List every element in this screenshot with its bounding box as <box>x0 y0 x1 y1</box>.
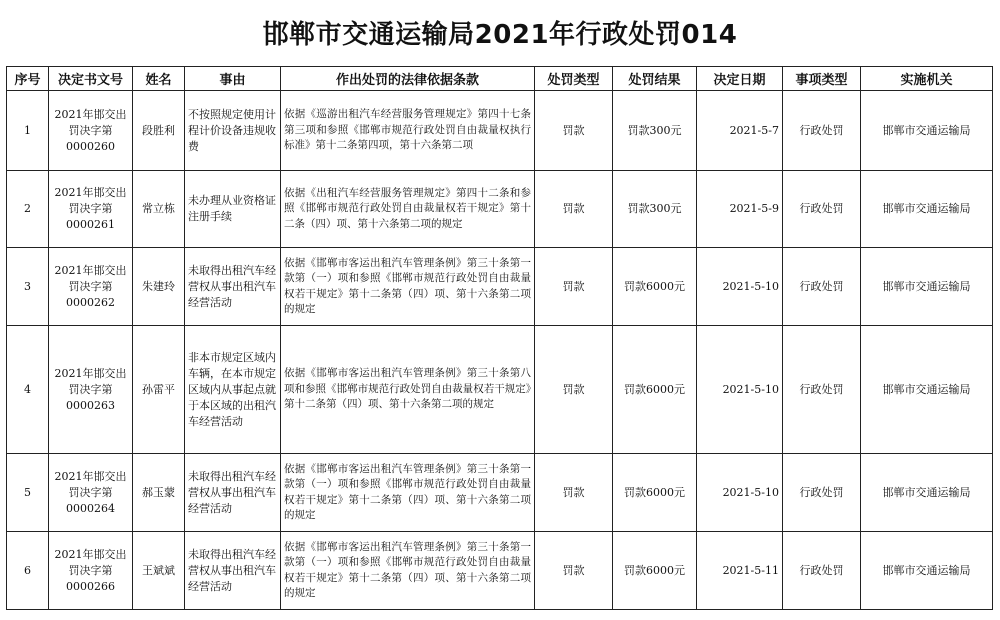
penalty-table <box>6 66 993 610</box>
header-item-type: 事项类型 <box>783 67 861 91</box>
cell-doc-no: 2021年邯交出罚决字第0000266 <box>49 532 133 610</box>
cell-penalty-type: 罚款 <box>535 91 613 171</box>
cell-doc-no: 2021年邯交出罚决字第0000261 <box>49 171 133 248</box>
cell-index: 3 <box>7 248 49 326</box>
header-date: 决定日期 <box>697 67 783 91</box>
table-row <box>7 248 993 326</box>
cell-result: 罚款6000元 <box>613 248 697 326</box>
table-row <box>7 532 993 610</box>
cell-date: 2021-5-7 <box>697 91 783 171</box>
cell-agency: 邯郸市交通运输局 <box>861 91 993 171</box>
cell-index: 2 <box>7 171 49 248</box>
cell-agency: 邯郸市交通运输局 <box>861 171 993 248</box>
cell-item-type: 行政处罚 <box>783 171 861 248</box>
table-row <box>7 326 993 454</box>
header-name: 姓名 <box>133 67 185 91</box>
cell-index: 6 <box>7 532 49 610</box>
cell-item-type: 行政处罚 <box>783 91 861 171</box>
cell-agency: 邯郸市交通运输局 <box>861 326 993 454</box>
cell-result: 罚款300元 <box>613 91 697 171</box>
cell-legal-basis: 依据《巡游出租汽车经营服务管理规定》第四十七条第三项和参照《邯郸市规范行政处罚自由裁量权执行标准》第十二条第四项，第十六条第二项 <box>281 91 535 171</box>
cell-reason: 未办理从业资格证注册手续 <box>185 171 281 248</box>
header-index: 序号 <box>7 67 49 91</box>
cell-penalty-type: 罚款 <box>535 326 613 454</box>
cell-reason: 未取得出租汽车经营权从事出租汽车经营活动 <box>185 532 281 610</box>
cell-penalty-type: 罚款 <box>535 532 613 610</box>
cell-name: 郝玉蒙 <box>133 454 185 532</box>
table-row <box>7 91 993 171</box>
cell-doc-no: 2021年邯交出罚决字第0000260 <box>49 91 133 171</box>
cell-index: 4 <box>7 326 49 454</box>
cell-penalty-type: 罚款 <box>535 454 613 532</box>
cell-index: 1 <box>7 91 49 171</box>
cell-legal-basis: 依据《出租汽车经营服务管理规定》第四十二条和参照《邯郸市规范行政处罚自由裁量权若干规定》第十二条（四）项、第十六条第二项的规定 <box>281 171 535 248</box>
table-row <box>7 454 993 532</box>
page-title: 邯郸市交通运输局2021年行政处罚014 <box>262 20 738 50</box>
cell-name: 朱建玲 <box>133 248 185 326</box>
cell-legal-basis: 依据《邯郸市客运出租汽车管理条例》第三十条第一款第（一）项和参照《邯郸市规范行政处罚自由裁量权若干规定》第十二条第（四）项、第十六条第二项的规定 <box>281 532 535 610</box>
cell-date: 2021-5-10 <box>697 326 783 454</box>
cell-item-type: 行政处罚 <box>783 248 861 326</box>
cell-reason: 不按照规定使用计程计价设备违规收费 <box>185 91 281 171</box>
cell-result: 罚款300元 <box>613 171 697 248</box>
table-row <box>7 171 993 248</box>
header-row <box>7 67 993 91</box>
cell-legal-basis: 依据《邯郸市客运出租汽车管理条例》第三十条第八项和参照《邯郸市规范行政处罚自由裁量权若干规定》第十二条第（四）项、第十六条第二项的规定 <box>281 326 535 454</box>
cell-result: 罚款6000元 <box>613 532 697 610</box>
header-penalty-type: 处罚类型 <box>535 67 613 91</box>
cell-date: 2021-5-10 <box>697 248 783 326</box>
header-agency: 实施机关 <box>861 67 993 91</box>
cell-name: 常立栋 <box>133 171 185 248</box>
cell-doc-no: 2021年邯交出罚决字第0000263 <box>49 326 133 454</box>
cell-result: 罚款6000元 <box>613 454 697 532</box>
cell-item-type: 行政处罚 <box>783 326 861 454</box>
cell-item-type: 行政处罚 <box>783 532 861 610</box>
cell-reason: 未取得出租汽车经营权从事出租汽车经营活动 <box>185 248 281 326</box>
cell-doc-no: 2021年邯交出罚决字第0000262 <box>49 248 133 326</box>
cell-legal-basis: 依据《邯郸市客运出租汽车管理条例》第三十条第一款第（一）项和参照《邯郸市规范行政处罚自由裁量权若干规定》第十二条第（四）项、第十六条第二项的规定 <box>281 248 535 326</box>
cell-agency: 邯郸市交通运输局 <box>861 248 993 326</box>
header-result: 处罚结果 <box>613 67 697 91</box>
cell-name: 王斌斌 <box>133 532 185 610</box>
cell-penalty-type: 罚款 <box>535 248 613 326</box>
cell-legal-basis: 依据《邯郸市客运出租汽车管理条例》第三十条第一款第（一）项和参照《邯郸市规范行政处罚自由裁量权若干规定》第十二条第（四）项、第十六条第二项的规定 <box>281 454 535 532</box>
cell-item-type: 行政处罚 <box>783 454 861 532</box>
cell-reason: 未取得出租汽车经营权从事出租汽车经营活动 <box>185 454 281 532</box>
cell-doc-no: 2021年邯交出罚决字第0000264 <box>49 454 133 532</box>
cell-name: 孙雷平 <box>133 326 185 454</box>
header-legal-basis: 作出处罚的法律依据条款 <box>281 67 535 91</box>
cell-agency: 邯郸市交通运输局 <box>861 532 993 610</box>
cell-name: 段胜利 <box>133 91 185 171</box>
cell-result: 罚款6000元 <box>613 326 697 454</box>
cell-penalty-type: 罚款 <box>535 171 613 248</box>
cell-agency: 邯郸市交通运输局 <box>861 454 993 532</box>
header-reason: 事由 <box>185 67 281 91</box>
cell-date: 2021-5-10 <box>697 454 783 532</box>
cell-date: 2021-5-11 <box>697 532 783 610</box>
header-doc-no: 决定书文号 <box>49 67 133 91</box>
cell-date: 2021-5-9 <box>697 171 783 248</box>
cell-index: 5 <box>7 454 49 532</box>
cell-reason: 非本市规定区域内车辆，在本市规定区域内从事起点就于本区域的出租汽车经营活动 <box>185 326 281 454</box>
